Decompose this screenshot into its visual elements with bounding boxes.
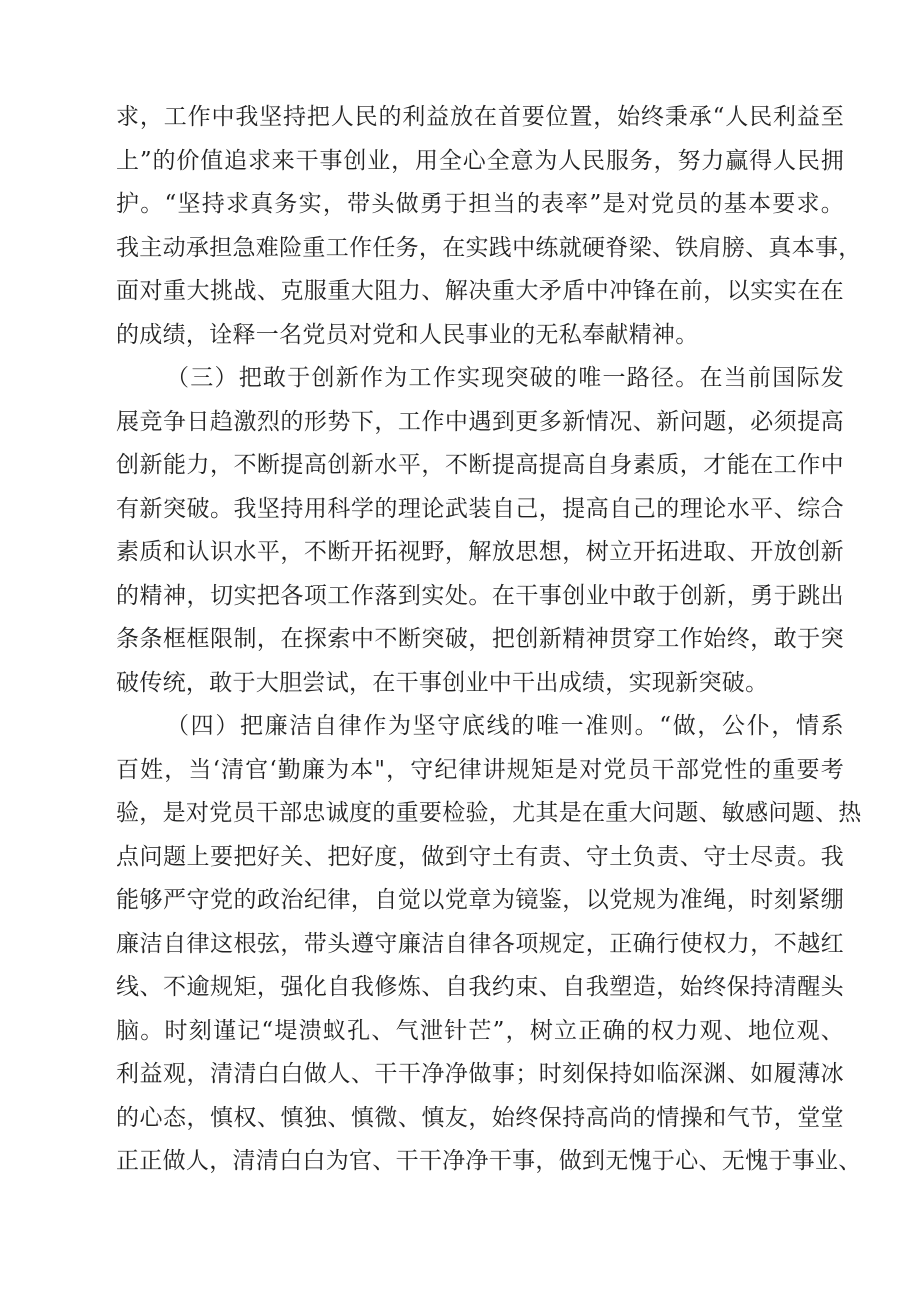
text-line: 素质和认识水平，不断开拓视野，解放思想，树立开拓进取、开放创新 (116, 539, 844, 565)
text-line: 求，工作中我坚持把人民的利益放在首要位置，始终秉承“人民利益至 (116, 104, 844, 130)
text-line: 的成绩，诠释一名党员对党和人民事业的无私奉献精神。 (116, 321, 699, 348)
text-line: 利益观，清清白白做人、干干净净做事；时刻保持如临深渊、如履薄冰 (116, 1061, 844, 1087)
text-line: 能够严守党的政治纪律，自觉以党章为镜鉴，以党规为准绳，时刻紧绷 (116, 887, 844, 913)
text-line: 的心态，慎权、慎独、慎微、慎友，始终保持高尚的情操和气节，堂堂 (116, 1104, 844, 1131)
text-line: 验，是对党员干部忠诚度的重要检验，尤其是在重大问题、敏感问题、热 (116, 800, 862, 826)
document-body (116, 96, 862, 1184)
text-line: 上”的价值追求来干事创业，用全心全意为人民服务，努力赢得人民拥 (116, 147, 844, 174)
text-line: 线、不逾规矩，强化自我修炼、自我约束、自我塑造，始终保持清醒头 (116, 974, 844, 1000)
text-line: 创新能力，不断提高创新水平，不断提高提高自身素质，才能在工作中 (116, 452, 844, 478)
text-line: 廉洁自律这根弦，带头遵守廉洁自律各项规定，正确行使权力，不越红 (116, 930, 844, 957)
text-line: 破传统，敢于大胆尝试，在干事创业中干出成绩，实现新突破。 (116, 669, 769, 696)
text-line: 条条框框限制，在探索中不断突破，把创新精神贯穿工作始终，敢于突 (116, 626, 844, 652)
text-line: 护。“坚持求真务实，带头做勇于担当的表率”是对党员的基本要求。 (116, 191, 844, 217)
text-line: 脑。时刻谨记“堤溃蚁孔、气泄针芒”，树立正确的权力观、地位观、 (116, 1017, 844, 1044)
text-line: 的精神，切实把各项工作落到实处。在干事创业中敢于创新，勇于跳出 (116, 582, 844, 609)
text-line: 我主动承担急难险重工作任务，在实践中练就硬脊梁、铁肩膀、真本事， (116, 234, 862, 261)
text-line: 点问题上要把好关、把好度，做到守土有责、守土负责、守士尽责。我 (116, 843, 844, 870)
text-line: 展竞争日趋激烈的形势下，工作中遇到更多新情况、新问题，必须提高 (116, 408, 844, 435)
paragraph-heading-line: （三）把敢于创新作为工作实现突破的唯一路径。在当前国际发 (166, 365, 844, 391)
text-line: 百姓，当‘清官‘勤廉为本"，守纪律讲规矩是对党员干部党性的重要考 (116, 756, 844, 783)
text-line: 面对重大挑战、克服重大阻力、解决重大矛盾中冲锋在前，以实实在在 (116, 278, 844, 304)
text-line: 有新突破。我坚持用科学的理论武装自己，提高自己的理论水平、综合 (116, 495, 844, 522)
paragraph-heading-line: （四）把廉洁自律作为坚守底线的唯一准则。“做，公仆，情系 (166, 713, 844, 739)
text-line: 正正做人，清清白白为官、干干净净干事，做到无愧于心、无愧于事业、 (116, 1148, 862, 1174)
